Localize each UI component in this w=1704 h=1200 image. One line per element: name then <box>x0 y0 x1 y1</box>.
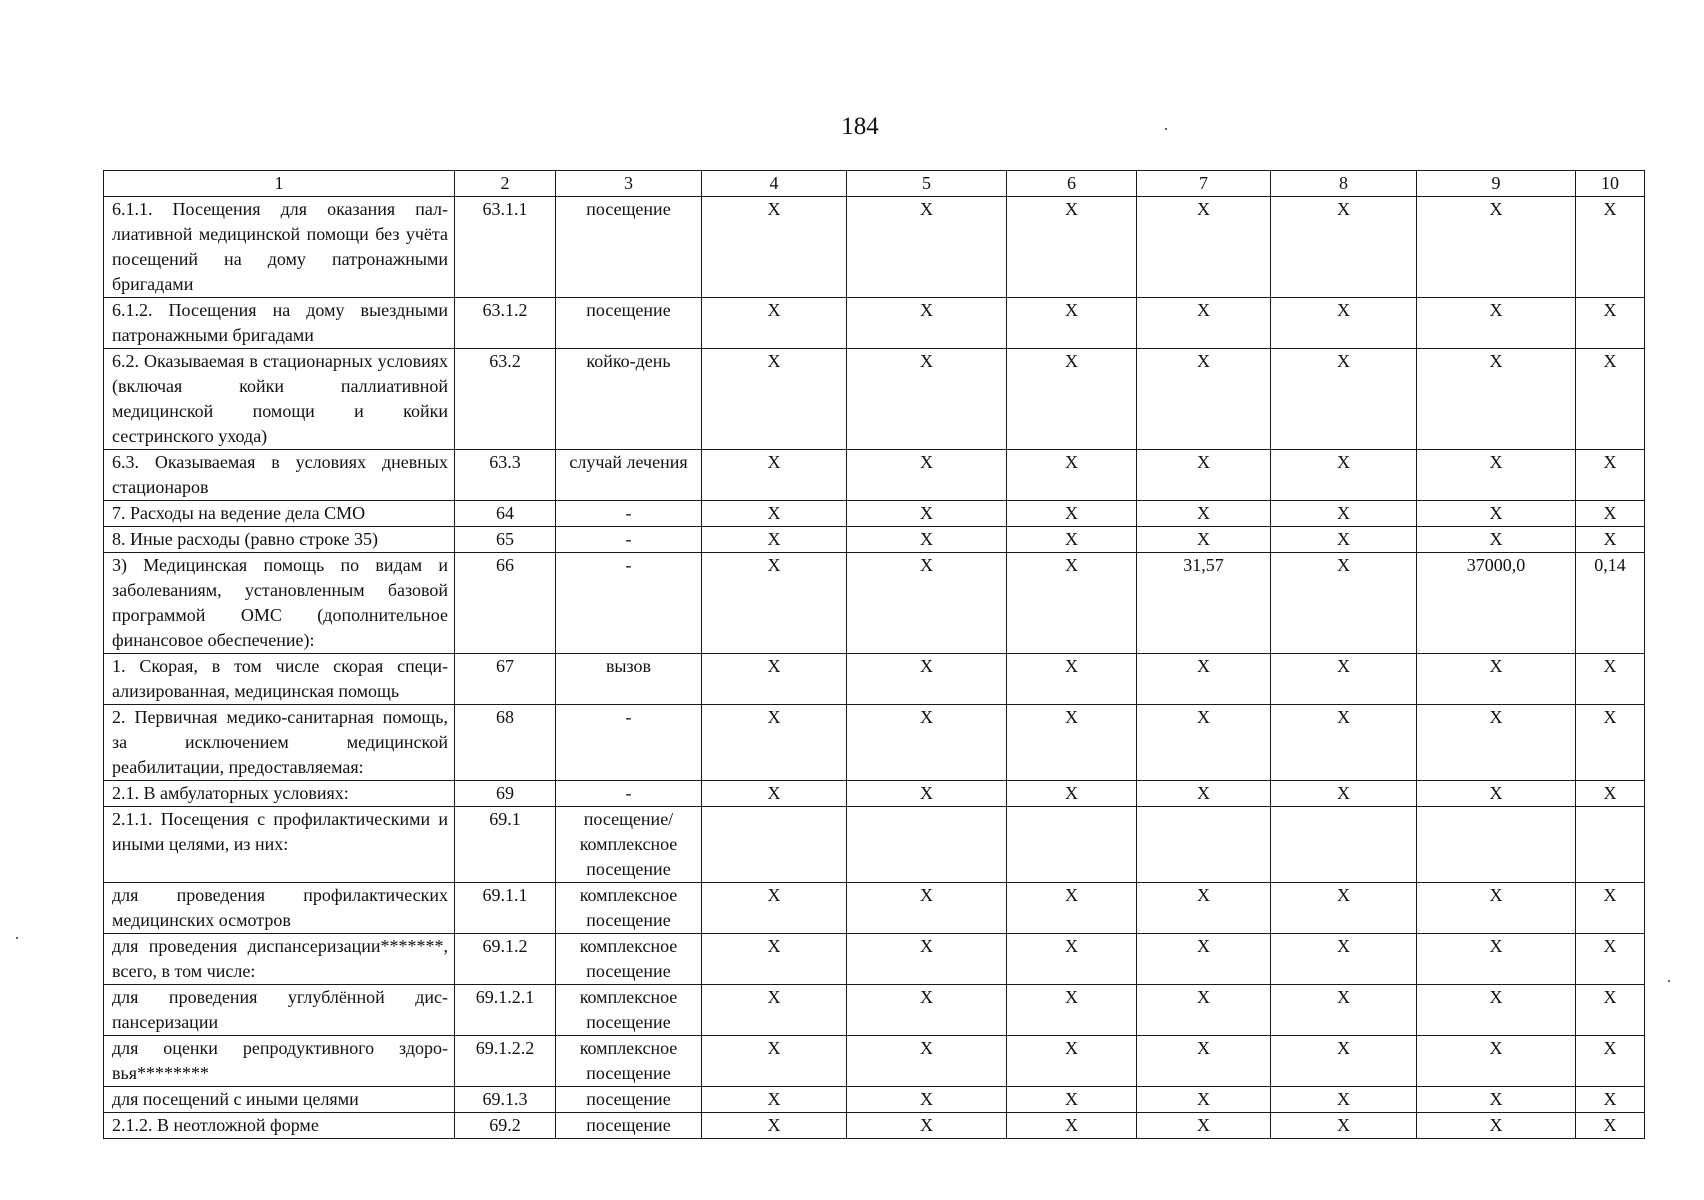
table-row <box>104 197 1645 298</box>
row-code-cell: 69 <box>455 781 556 807</box>
value-cell: Х <box>1417 705 1576 781</box>
value-cell: Х <box>1576 197 1645 298</box>
row-unit-cell: посещение <box>556 1113 702 1139</box>
row-code-cell: 69.1.3 <box>455 1087 556 1113</box>
value-cell: Х <box>1007 654 1137 705</box>
value-cell: Х <box>847 527 1007 553</box>
row-unit-cell: вызов <box>556 654 702 705</box>
value-cell: Х <box>1007 197 1137 298</box>
value-cell: Х <box>1007 883 1137 934</box>
value-cell: Х <box>1417 349 1576 450</box>
value-cell: Х <box>1137 1087 1271 1113</box>
row-unit-cell: комплексное посещение <box>556 985 702 1036</box>
value-cell: Х <box>1137 298 1271 349</box>
row-code-cell: 63.1.2 <box>455 298 556 349</box>
value-cell: Х <box>1271 934 1417 985</box>
value-cell: Х <box>1007 934 1137 985</box>
value-cell: Х <box>1417 1087 1576 1113</box>
row-name-cell: 6.3. Оказываемая в условиях дневных стационаров <box>104 450 455 501</box>
table-row <box>104 654 1645 705</box>
value-cell: Х <box>1137 781 1271 807</box>
value-cell <box>1417 807 1576 883</box>
row-name-cell: 6.2. Оказываемая в стационарных условиях (включая койки паллиативной медицинской помощи и койки сестринского ухода) <box>104 349 455 450</box>
row-unit-cell: посещение/ комплексное посещение <box>556 807 702 883</box>
value-cell: Х <box>1271 527 1417 553</box>
value-cell: Х <box>1271 298 1417 349</box>
value-cell: Х <box>1417 527 1576 553</box>
row-name-cell: 2. Первичная медико-санитарная помощь, за исключением медицинской реабилитации, предоставляемая: <box>104 705 455 781</box>
value-cell <box>1007 807 1137 883</box>
value-cell: Х <box>1137 705 1271 781</box>
value-cell: Х <box>1576 298 1645 349</box>
table-row <box>104 883 1645 934</box>
value-cell: Х <box>702 527 847 553</box>
row-unit-cell: - <box>556 527 702 553</box>
table-row <box>104 1113 1645 1139</box>
value-cell: Х <box>1417 1036 1576 1087</box>
table-row <box>104 450 1645 501</box>
value-cell: Х <box>702 1087 847 1113</box>
value-cell: Х <box>1576 349 1645 450</box>
value-cell: Х <box>702 1113 847 1139</box>
value-cell: Х <box>702 349 847 450</box>
value-cell: Х <box>1007 527 1137 553</box>
value-cell: Х <box>1576 781 1645 807</box>
row-code-cell: 63.1.1 <box>455 197 556 298</box>
data-table <box>103 170 1645 1139</box>
value-cell: Х <box>1271 197 1417 298</box>
table-row <box>104 298 1645 349</box>
value-cell: Х <box>702 705 847 781</box>
row-code-cell: 64 <box>455 501 556 527</box>
value-cell: Х <box>1137 197 1271 298</box>
value-cell: Х <box>1576 1113 1645 1139</box>
row-unit-cell: - <box>556 781 702 807</box>
value-cell: Х <box>1137 883 1271 934</box>
table-row <box>104 501 1645 527</box>
row-name-cell: 2.1.2. В неотложной форме <box>104 1113 455 1139</box>
value-cell <box>1137 807 1271 883</box>
header-cell-10: 10 <box>1576 171 1645 197</box>
value-cell: Х <box>1271 654 1417 705</box>
value-cell: Х <box>1007 553 1137 654</box>
value-cell: Х <box>1007 781 1137 807</box>
value-cell: Х <box>702 450 847 501</box>
table-row <box>104 705 1645 781</box>
row-name-cell: 3) Медицинская помощь по видам и заболеваниям, установленным базовой программой ОМС (дополнительное финансовое обеспечение): <box>104 553 455 654</box>
header-cell-1: 1 <box>104 171 455 197</box>
value-cell: Х <box>1576 450 1645 501</box>
value-cell: Х <box>1007 1087 1137 1113</box>
scan-speck <box>1165 128 1167 130</box>
value-cell: Х <box>1271 501 1417 527</box>
value-cell: Х <box>847 934 1007 985</box>
row-code-cell: 69.1 <box>455 807 556 883</box>
header-cell-9: 9 <box>1417 171 1576 197</box>
value-cell: Х <box>1007 349 1137 450</box>
page-number: 184 <box>841 113 879 140</box>
value-cell: Х <box>1576 883 1645 934</box>
header-row <box>104 171 1645 197</box>
value-cell: Х <box>1576 705 1645 781</box>
row-name-cell: для оценки репродуктивного здоровья******** <box>104 1036 455 1087</box>
value-cell: Х <box>847 1036 1007 1087</box>
value-cell: Х <box>847 1087 1007 1113</box>
header-cell-8: 8 <box>1271 171 1417 197</box>
table-row <box>104 527 1645 553</box>
value-cell: Х <box>1576 501 1645 527</box>
value-cell: Х <box>1271 705 1417 781</box>
value-cell: Х <box>847 883 1007 934</box>
value-cell: Х <box>1137 450 1271 501</box>
value-cell: Х <box>847 654 1007 705</box>
value-cell: Х <box>1271 450 1417 501</box>
header-cell-6: 6 <box>1007 171 1137 197</box>
value-cell: Х <box>1007 1113 1137 1139</box>
table-row <box>104 985 1645 1036</box>
value-cell: Х <box>702 501 847 527</box>
value-cell: Х <box>702 298 847 349</box>
value-cell: Х <box>1271 1087 1417 1113</box>
header-cell-3: 3 <box>556 171 702 197</box>
value-cell: Х <box>1417 1113 1576 1139</box>
value-cell: Х <box>1137 349 1271 450</box>
table-row <box>104 781 1645 807</box>
value-cell: Х <box>702 883 847 934</box>
value-cell: Х <box>1417 883 1576 934</box>
row-name-cell: 2.1. В амбулаторных условиях: <box>104 781 455 807</box>
row-name-cell: 8. Иные расходы (равно строке 35) <box>104 527 455 553</box>
value-cell: Х <box>1271 883 1417 934</box>
header-cell-7: 7 <box>1137 171 1271 197</box>
value-cell: Х <box>702 553 847 654</box>
row-code-cell: 69.1.2.1 <box>455 985 556 1036</box>
value-cell: Х <box>847 349 1007 450</box>
row-unit-cell: посещение <box>556 298 702 349</box>
value-cell <box>1576 807 1645 883</box>
row-code-cell: 63.2 <box>455 349 556 450</box>
value-cell: Х <box>1417 781 1576 807</box>
value-cell: Х <box>1417 501 1576 527</box>
value-cell: Х <box>847 781 1007 807</box>
value-cell: Х <box>1137 1036 1271 1087</box>
value-cell: Х <box>1417 654 1576 705</box>
value-cell: Х <box>1007 501 1137 527</box>
row-code-cell: 68 <box>455 705 556 781</box>
value-cell: Х <box>1576 1087 1645 1113</box>
scan-speck <box>1668 980 1670 982</box>
row-unit-cell: - <box>556 705 702 781</box>
value-cell: 37000,0 <box>1417 553 1576 654</box>
row-unit-cell: комплексное посещение <box>556 1036 702 1087</box>
value-cell: Х <box>847 450 1007 501</box>
value-cell: Х <box>1007 450 1137 501</box>
row-unit-cell: посещение <box>556 197 702 298</box>
value-cell <box>847 807 1007 883</box>
value-cell: Х <box>702 1036 847 1087</box>
row-code-cell: 69.1.2.2 <box>455 1036 556 1087</box>
table-row <box>104 934 1645 985</box>
value-cell: Х <box>847 501 1007 527</box>
value-cell: Х <box>1007 298 1137 349</box>
row-unit-cell: - <box>556 501 702 527</box>
value-cell: Х <box>847 298 1007 349</box>
row-code-cell: 69.1.1 <box>455 883 556 934</box>
value-cell: Х <box>1137 1113 1271 1139</box>
value-cell: Х <box>1007 1036 1137 1087</box>
value-cell: Х <box>1576 527 1645 553</box>
value-cell: Х <box>1271 349 1417 450</box>
value-cell: Х <box>1137 527 1271 553</box>
value-cell: Х <box>702 934 847 985</box>
value-cell: Х <box>1417 985 1576 1036</box>
table-body <box>104 171 1645 1139</box>
value-cell: Х <box>847 553 1007 654</box>
value-cell: Х <box>702 781 847 807</box>
row-code-cell: 63.3 <box>455 450 556 501</box>
value-cell: Х <box>1007 985 1137 1036</box>
value-cell: Х <box>847 1113 1007 1139</box>
value-cell: Х <box>847 197 1007 298</box>
row-code-cell: 66 <box>455 553 556 654</box>
table-row <box>104 553 1645 654</box>
value-cell: Х <box>1271 1113 1417 1139</box>
table-row <box>104 349 1645 450</box>
value-cell: Х <box>1271 985 1417 1036</box>
row-code-cell: 69.2 <box>455 1113 556 1139</box>
value-cell: Х <box>702 985 847 1036</box>
row-name-cell: для посещений с иными целями <box>104 1087 455 1113</box>
value-cell: Х <box>1417 197 1576 298</box>
row-unit-cell: случай лечения <box>556 450 702 501</box>
value-cell: Х <box>1576 654 1645 705</box>
value-cell: 0,14 <box>1576 553 1645 654</box>
row-code-cell: 69.1.2 <box>455 934 556 985</box>
row-unit-cell: посещение <box>556 1087 702 1113</box>
row-name-cell: 6.1.1. Посещения для оказания паллиативной медицинской помощи без учёта посещений на дому патронажными бригадами <box>104 197 455 298</box>
header-cell-4: 4 <box>702 171 847 197</box>
header-cell-5: 5 <box>847 171 1007 197</box>
value-cell: Х <box>1576 934 1645 985</box>
value-cell <box>702 807 847 883</box>
row-name-cell: 7. Расходы на ведение дела СМО <box>104 501 455 527</box>
row-unit-cell: комплексное посещение <box>556 883 702 934</box>
value-cell: Х <box>1576 985 1645 1036</box>
value-cell: Х <box>1137 934 1271 985</box>
value-cell: Х <box>1137 985 1271 1036</box>
row-code-cell: 65 <box>455 527 556 553</box>
row-unit-cell: койко-день <box>556 349 702 450</box>
row-name-cell: 1. Скорая, в том числе скорая специализированная, медицинская помощь <box>104 654 455 705</box>
value-cell: Х <box>1417 450 1576 501</box>
row-name-cell: для проведения профилактических медицинских осмотров <box>104 883 455 934</box>
value-cell: Х <box>847 705 1007 781</box>
row-name-cell: 2.1.1. Посещения с профилактическими и иными целями, из них: <box>104 807 455 883</box>
table-row <box>104 807 1645 883</box>
value-cell: Х <box>702 197 847 298</box>
value-cell: Х <box>1417 298 1576 349</box>
value-cell: Х <box>1576 1036 1645 1087</box>
row-name-cell: для проведения углублённой диспансеризации <box>104 985 455 1036</box>
value-cell: Х <box>1137 654 1271 705</box>
value-cell: Х <box>1007 705 1137 781</box>
row-name-cell: для проведения диспансеризации*******, всего, в том числе: <box>104 934 455 985</box>
value-cell: Х <box>1271 1036 1417 1087</box>
table-row <box>104 1087 1645 1113</box>
value-cell: Х <box>1271 781 1417 807</box>
value-cell: Х <box>702 654 847 705</box>
header-cell-2: 2 <box>455 171 556 197</box>
value-cell: Х <box>847 985 1007 1036</box>
value-cell: Х <box>1271 553 1417 654</box>
value-cell: Х <box>1137 501 1271 527</box>
row-unit-cell: комплексное посещение <box>556 934 702 985</box>
row-code-cell: 67 <box>455 654 556 705</box>
value-cell: Х <box>1417 934 1576 985</box>
value-cell <box>1271 807 1417 883</box>
table-row <box>104 1036 1645 1087</box>
row-name-cell: 6.1.2. Посещения на дому выездными патронажными бригадами <box>104 298 455 349</box>
value-cell: 31,57 <box>1137 553 1271 654</box>
scan-speck <box>16 937 18 939</box>
row-unit-cell: - <box>556 553 702 654</box>
